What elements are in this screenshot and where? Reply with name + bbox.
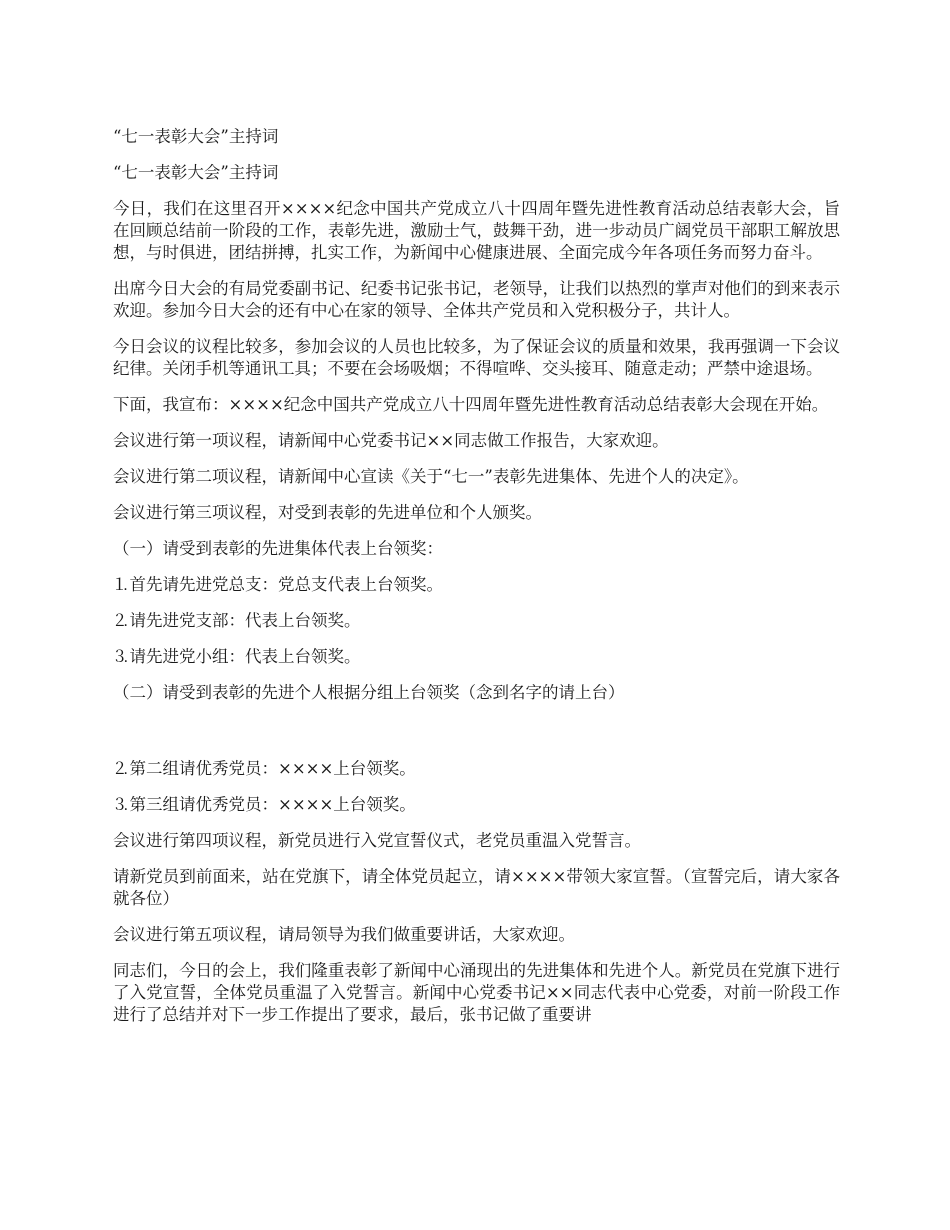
announcement-paragraph: 下面，我宣布：××××纪念中国共产党成立八十四周年暨先进性教育活动总结表彰大会现在开始。 bbox=[113, 395, 829, 414]
list-item: ⒊请先进党小组：代表上台领奖。 bbox=[113, 647, 361, 666]
opening-paragraph: 今日，我们在这里召开××××纪念中国共产党成立八十四周年暨先进性教育活动总结表彰大会，旨在回顾总结前一阶段的工作，表彰先进，激励士气，鼓舞干劲，进一步动员广阔党员干部职工解放思想，与时俱进，团结拼搏，扎实工作，为新闻中心健康进展、全面完成今年各项任务而努力奋斗。 bbox=[113, 199, 840, 262]
agenda-item-1: 会议进行第一项议程，请新闻中心党委书记××同志做工作报告，大家欢迎。 bbox=[113, 431, 669, 450]
agenda-item-2: 会议进行第二项议程，请新闻中心宣读《关于“七一”表彰先进集体、先进个人的决定》。 bbox=[113, 467, 749, 486]
agenda-item-3: 会议进行第三项议程，对受到表彰的先进单位和个人颁奖。 bbox=[113, 503, 542, 522]
discipline-paragraph: 今日会议的议程比较多，参加会议的人员也比较多，为了保证会议的质量和效果，我再强调一下会议纪律。关闭手机等通讯工具；不要在会场吸烟；不得喧哗、交头接耳、随意走动；严禁中途退场。 bbox=[113, 337, 840, 378]
document-page bbox=[113, 126, 840, 1040]
individual-awards-heading: （二）请受到表彰的先进个人根据分组上台领奖（念到名字的请上台） bbox=[113, 683, 625, 702]
oath-paragraph: 请新党员到前面来，站在党旗下，请全体党员起立，请××××带领大家宣誓。（宣誓完后，请大家各就各位） bbox=[113, 867, 840, 908]
list-item: ⒈首先请先进党总支：党总支代表上台领奖。 bbox=[113, 575, 443, 594]
blank-gap bbox=[113, 718, 840, 758]
collective-awards-heading: （一）请受到表彰的先进集体代表上台领奖： bbox=[113, 539, 443, 558]
agenda-item-4: 会议进行第四项议程，新党员进行入党宣誓仪式，老党员重温入党誓言。 bbox=[113, 831, 641, 850]
agenda-item-5: 会议进行第五项议程，请局领导为我们做重要讲话，大家欢迎。 bbox=[113, 925, 575, 944]
attendees-paragraph: 出席今日大会的有局党委副书记、纪委书记张书记，老领导，让我们以热烈的掌声对他们的到来表示欢迎。参加今日大会的还有中心在家的领导、全体共产党员和入党积极分子，共计人。 bbox=[113, 279, 840, 320]
list-item: ⒉请先进党支部：代表上台领奖。 bbox=[113, 611, 361, 630]
closing-paragraph: 同志们，今日的会上，我们隆重表彰了新闻中心涌现出的先进集体和先进个人。新党员在党旗下进行了入党宣誓，全体党员重温了入党誓言。新闻中心党委书记××同志代表中心党委，对前一阶段工作进行了总结并对下一步工作提出了要求，最后，张书记做了重要讲 bbox=[113, 961, 840, 1024]
document-subtitle: “七一表彰大会”主持词 bbox=[113, 163, 279, 182]
list-item: ⒊第三组请优秀党员：××××上台领奖。 bbox=[113, 795, 416, 814]
list-item: ⒉第二组请优秀党员：××××上台领奖。 bbox=[113, 759, 416, 778]
document-title: “七一表彰大会”主持词 bbox=[113, 127, 279, 146]
